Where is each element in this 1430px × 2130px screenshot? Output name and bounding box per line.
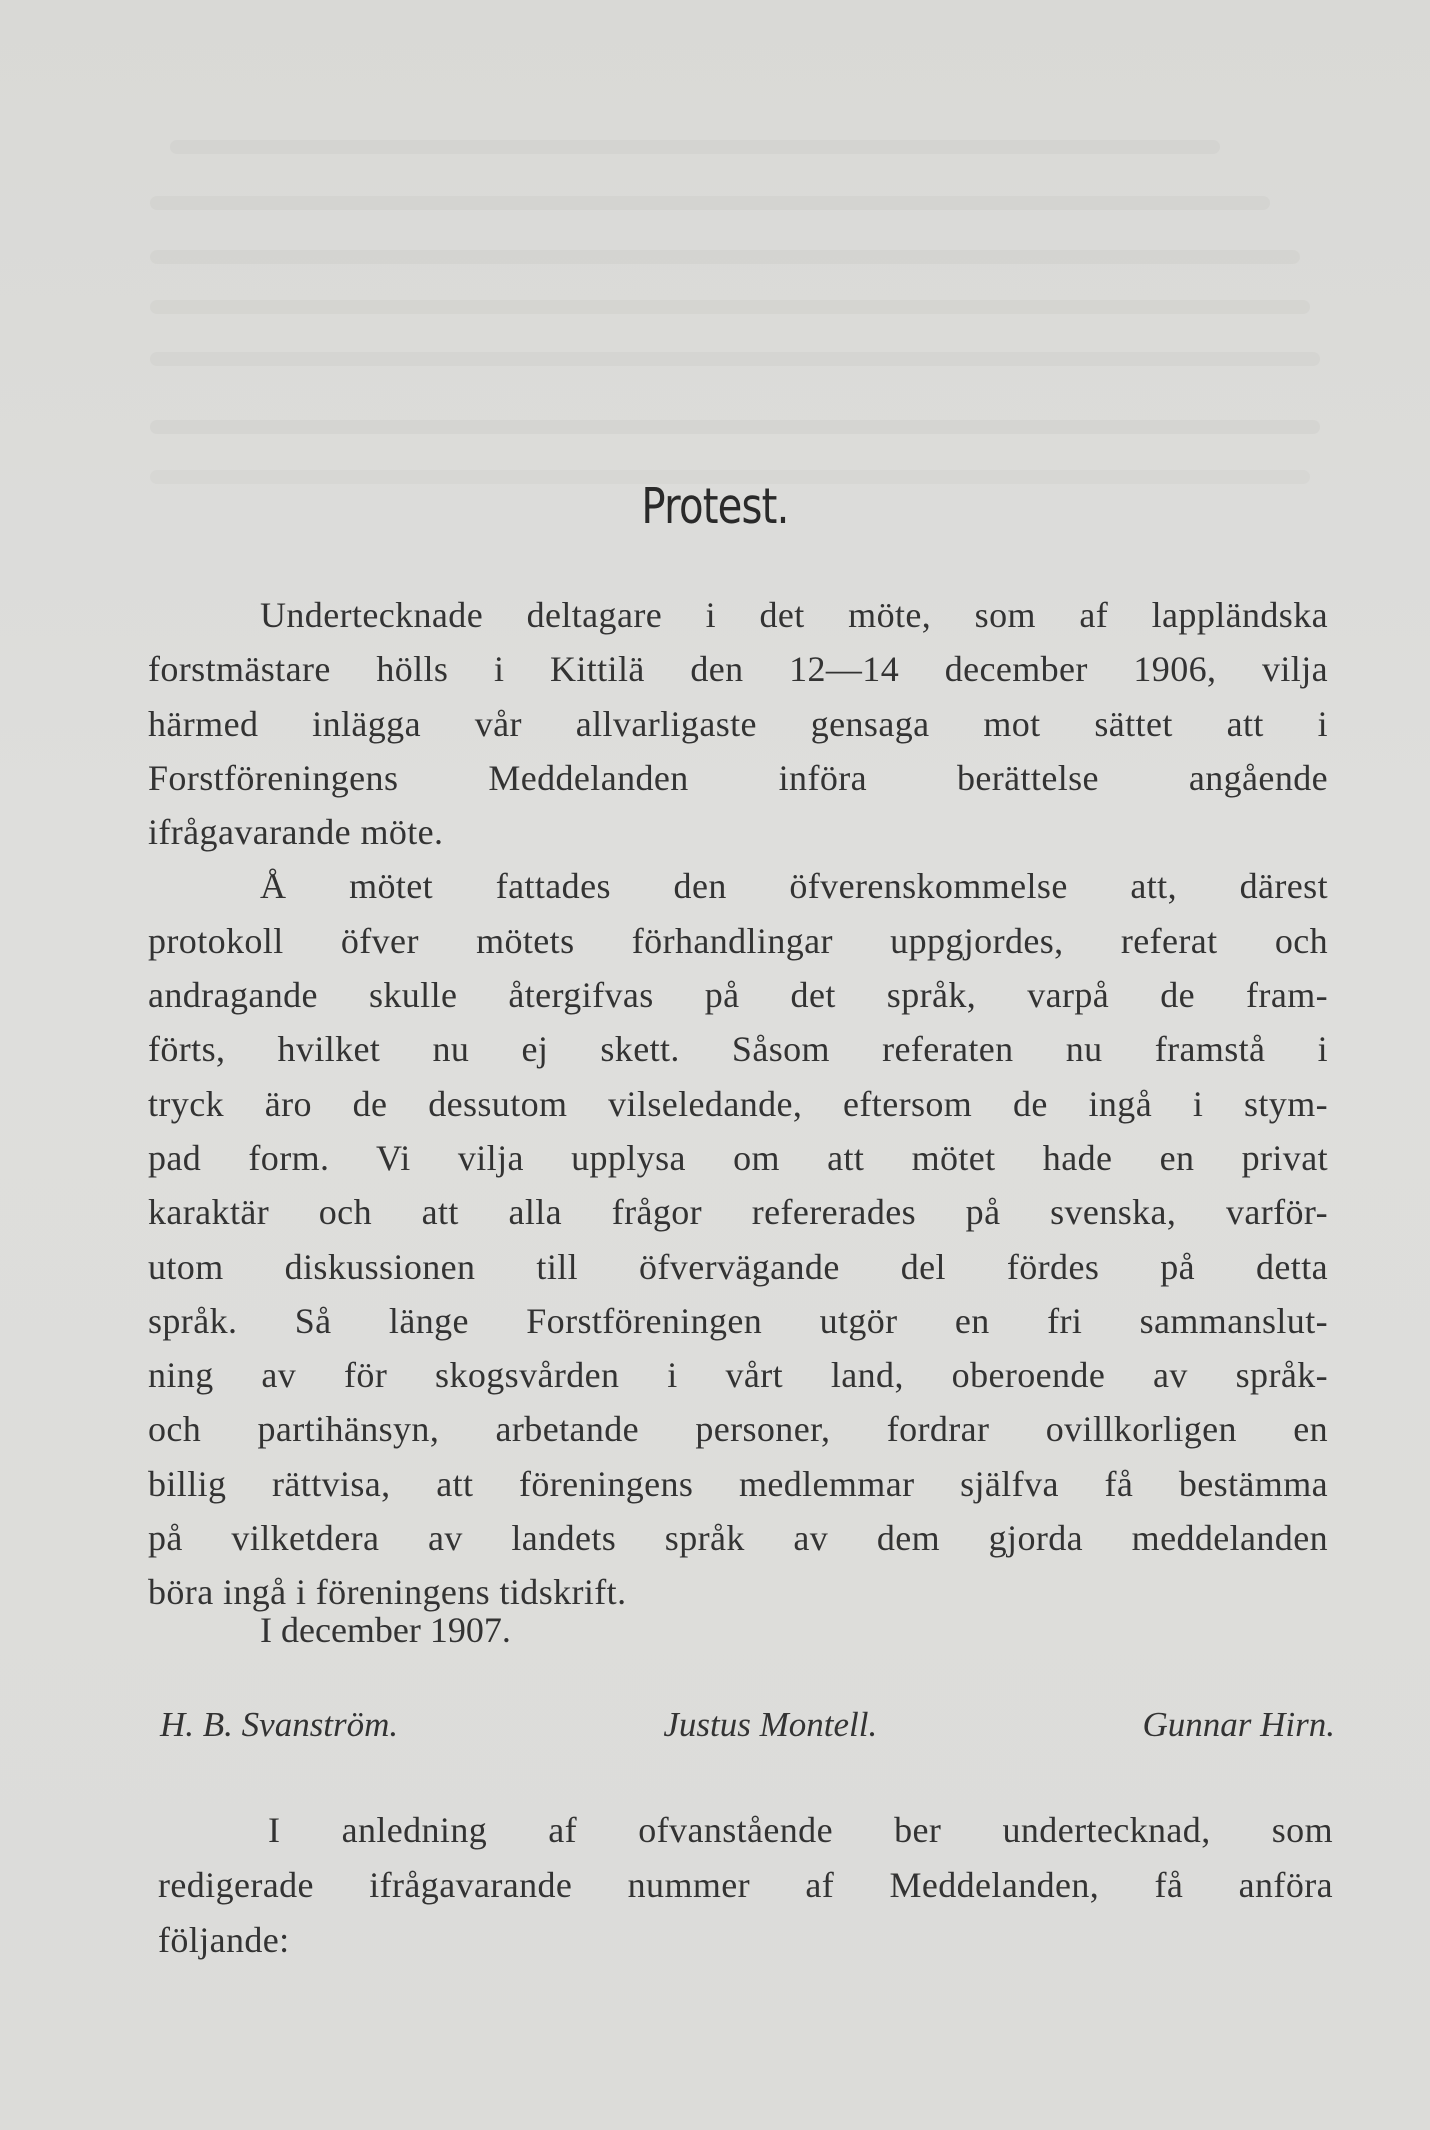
text-line: språk. Så länge Forstföreningen utgör en fri sammanslut- — [148, 1300, 1328, 1341]
bleed-through-line — [170, 140, 1220, 154]
text-line: redigerade ifrågavarande nummer af Meddelanden, få anföra — [158, 1865, 1333, 1905]
bleed-through-line — [150, 420, 1320, 434]
signature-montell: Justus Montell. — [663, 1705, 878, 1744]
paragraph-2 — [148, 859, 1328, 1619]
body-text — [148, 588, 1328, 1620]
paragraph-3 — [158, 1803, 1333, 1968]
text-line: Undertecknade deltagare i det möte, som af lappländska — [260, 595, 1328, 635]
text-line: Å mötet fattades den öfverenskommelse att, därest — [260, 866, 1328, 907]
text-line: utom diskussionen till öfvervägande del fördes på detta — [148, 1246, 1328, 1287]
dateline: I december 1907. — [260, 1610, 511, 1650]
bleed-through-line — [150, 196, 1270, 210]
text-line: karaktär och att alla frågor refererades på svenska, varför- — [148, 1192, 1328, 1233]
text-line: I anledning af ofvanstående ber undertecknad, som — [268, 1810, 1333, 1850]
text-line: och partihänsyn, arbetande personer, fordrar ovillkorligen en — [148, 1409, 1328, 1450]
closing-paragraph — [158, 1803, 1333, 1968]
bleed-through-line — [150, 300, 1310, 314]
text-line: Forstföreningens Meddelanden införa berättelse angående — [148, 757, 1328, 798]
text-line: böra ingå i föreningens tidskrift. — [148, 1572, 627, 1613]
text-line: pad form. Vi vilja upplysa om att mötet hade en privat — [148, 1137, 1328, 1178]
text-line: protokoll öfver mötets förhandlingar uppgjordes, referat och — [148, 920, 1328, 961]
text-line: tryck äro de dessutom vilseledande, eftersom de ingå i stym- — [148, 1083, 1328, 1124]
text-line: forstmästare hölls i Kittilä den 12—14 december 1906, vilja — [148, 649, 1328, 690]
text-line: ifrågavarande möte. — [148, 812, 444, 853]
signatures — [160, 1705, 1335, 1745]
signature-svanstrom: H. B. Svanström. — [160, 1705, 399, 1744]
bleed-through-line — [150, 250, 1300, 264]
text-line: förts, hvilket nu ej skett. Såsom referaten nu framstå i — [148, 1029, 1328, 1070]
bleed-through-line — [150, 352, 1320, 366]
page-title: Protest. — [641, 478, 789, 535]
text-line: billig rättvisa, att föreningens medlemmar själfva få bestämma — [148, 1463, 1328, 1504]
text-line: på vilketdera av landets språk av dem gjorda meddelanden — [148, 1518, 1328, 1559]
text-line: ning av för skogsvården i vårt land, oberoende av språk- — [148, 1355, 1328, 1396]
text-line: följande: — [158, 1920, 290, 1960]
text-line: härmed inlägga vår allvarligaste gensaga mot sättet att i — [148, 703, 1328, 744]
signature-hirn: Gunnar Hirn. — [1142, 1705, 1335, 1744]
text-line: andragande skulle återgifvas på det språk, varpå de fram- — [148, 975, 1328, 1016]
paragraph-1 — [148, 588, 1328, 859]
